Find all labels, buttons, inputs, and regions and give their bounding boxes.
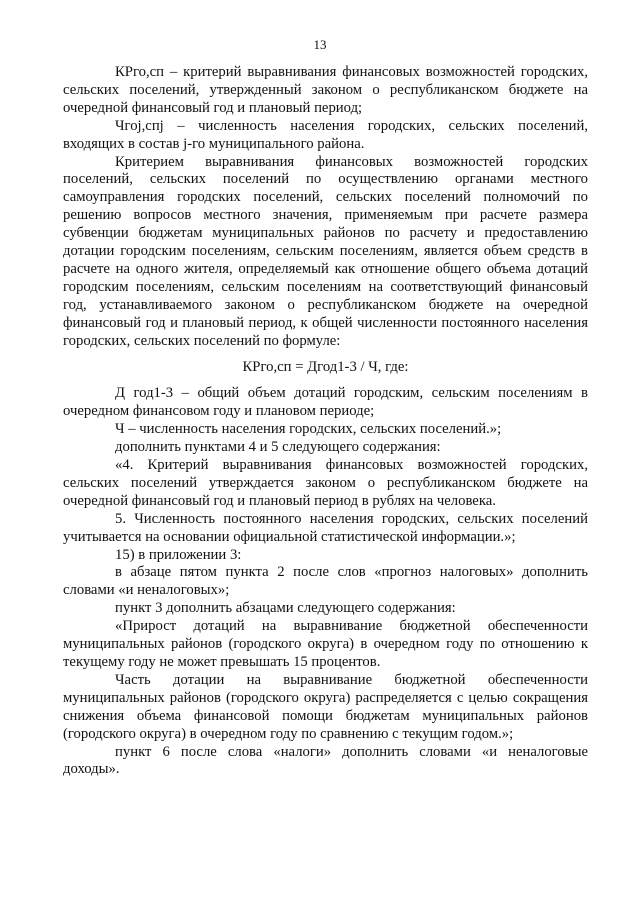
- paragraph-item-15: 15) в приложении 3:: [115, 546, 242, 563]
- paragraph-amend-point-6: пункт 6 после слова «налоги» дополнить словами «и неналоговые доходы».: [63, 743, 588, 778]
- paragraph-subsidy-volume: Д год1-3 – общий объем дотаций городским, сельским поселениям в очередном финансовом году и плановом периоде;: [63, 385, 588, 420]
- paragraph-population-count: Ч – численность населения городских, сельских поселений.»;: [115, 421, 502, 438]
- formula: КРго,сп = Дгод1-3 / Ч, где:: [242, 358, 409, 375]
- paragraph-growth-limit: «Прирост дотаций на выравнивание бюджетной обеспеченности муниципальных районов (городского округа) в очередном году по отношению к текущему году не может превышать 15 процентов.: [63, 618, 588, 670]
- paragraph-add-points: дополнить пунктами 4 и 5 следующего содержания:: [115, 439, 441, 456]
- paragraph-distribution: Часть дотации на выравнивание бюджетной обеспеченности муниципальных районов (городского округа) распределяется с целью сокращения снижения объема финансовой помощи бюджетам муниципальных районов (городского округа) в очередном году по сравнению с текущим годом.»;: [63, 671, 588, 742]
- paragraph-point-4: «4. Критерий выравнивания финансовых возможностей городских, сельских поселений утверждается законом о республиканском бюджете на очередной финансовый год и плановый период в рублях на человека.: [63, 457, 588, 509]
- document-body: [63, 64, 588, 779]
- paragraph-amend-point-2: в абзаце пятом пункта 2 после слов «прогноз налоговых» дополнить словами «и неналоговых»;: [63, 564, 588, 599]
- paragraph-criterion-definition: КРго,сп – критерий выравнивания финансовых возможностей городских, сельских поселений, утвержденный законом о республиканском бюджете на очередной финансовый год и плановый период;: [63, 64, 588, 116]
- paragraph-population-definition: Чгоj,спj – численность населения городских, сельских поселений, входящих в состав j-го муниципального района.: [63, 117, 588, 152]
- paragraph-criterion-description: Критерием выравнивания финансовых возможностей городских поселений, сельских поселений по осуществлению органами местного самоуправления городских поселений, сельских поселений полномочий по решению вопросов местного значения, применяемым при расчете размера субвенции бюджетам муниципальных районов по расчету и предоставлению дотации городским поселениям, сельским поселениям, является объем средств в расчете на одного жителя, определяемый как отношение общего объема дотаций городским поселениям, сельским поселениям на соответствующий финансовый год, устанавливаемого законом о республиканском бюджете на очередной финансовый год и плановый период, к общей численности постоянного населения городских, сельских поселений по формуле:: [63, 153, 588, 349]
- page-number: 13: [313, 37, 327, 52]
- paragraph-amend-point-3: пункт 3 дополнить абзацами следующего содержания:: [115, 600, 456, 617]
- paragraph-point-5: 5. Численность постоянного населения городских, сельских поселений учитывается на основании официальной статистической информации.»;: [63, 510, 588, 545]
